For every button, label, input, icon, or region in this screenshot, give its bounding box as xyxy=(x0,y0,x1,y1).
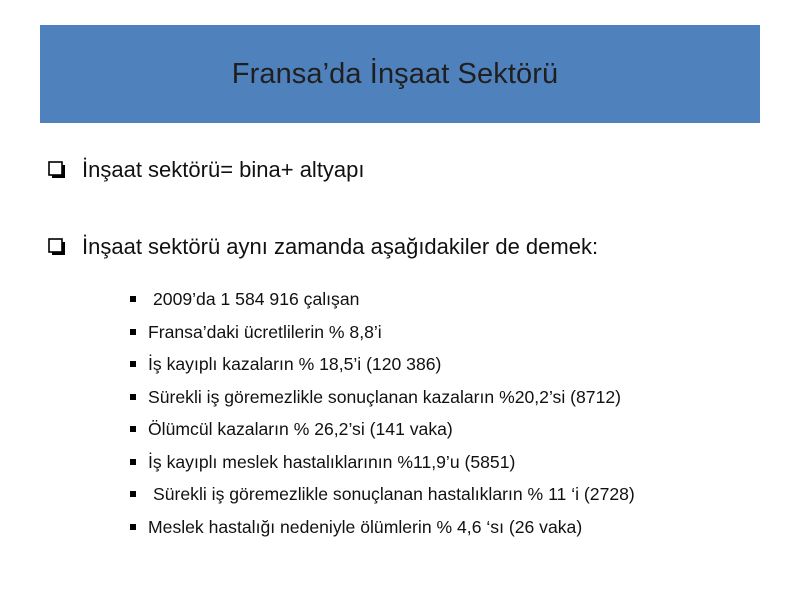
sub-bullet-item xyxy=(128,353,768,375)
sub-bullet-text: 2009’da 1 584 916 çalışan xyxy=(153,289,360,309)
sub-bullet-list xyxy=(128,288,768,548)
square-bullet-icon xyxy=(130,296,136,302)
sub-bullet-item xyxy=(128,288,768,310)
title-banner xyxy=(40,25,760,123)
square-bullet-icon xyxy=(130,329,136,335)
sub-bullet-text: İş kayıplı kazaların % 18,5’i (120 386) xyxy=(148,354,442,374)
sub-bullet-item xyxy=(128,451,768,473)
slide-title: Fransa’da İnşaat Sektörü xyxy=(231,57,559,90)
square-bullet-icon xyxy=(130,426,136,432)
sub-bullet-text: İş kayıplı meslek hastalıklarının %11,9’u (5851) xyxy=(148,451,516,472)
sub-bullet-text: Fransa’daki ücretlilerin % 8,8’i xyxy=(148,321,382,342)
square-bullet-icon xyxy=(130,524,136,530)
sub-bullet-item xyxy=(128,321,768,343)
checkbox-icon xyxy=(48,238,66,256)
main-bullet-text: İnşaat sektörü aynı zamanda aşağıdakiler de demek: xyxy=(82,234,599,259)
main-bullet-text: İnşaat sektörü= bina+ altyapı xyxy=(82,157,365,182)
sub-bullet-text: Meslek hastalığı nedeniyle ölümlerin % 4,6 ‘sı (26 vaka) xyxy=(148,516,583,537)
square-bullet-icon xyxy=(130,394,136,400)
sub-bullet-item xyxy=(128,418,768,440)
sub-bullet-item xyxy=(128,516,768,538)
main-bullet-item xyxy=(48,157,365,183)
sub-bullet-text: Sürekli iş göremezlikle sonuçlanan kazaların %20,2’si (8712) xyxy=(148,386,621,407)
sub-bullet-text: Sürekli iş göremezlikle sonuçlanan hastalıkların % 11 ‘i (2728) xyxy=(153,484,635,504)
square-bullet-icon xyxy=(130,459,136,465)
square-bullet-icon xyxy=(130,361,136,367)
main-bullet-item xyxy=(48,234,598,260)
square-bullet-icon xyxy=(130,491,136,497)
sub-bullet-item xyxy=(128,483,768,505)
checkbox-icon xyxy=(48,161,66,179)
sub-bullet-text: Ölümcül kazaların % 26,2’si (141 vaka) xyxy=(148,419,453,439)
sub-bullet-item xyxy=(128,386,768,408)
